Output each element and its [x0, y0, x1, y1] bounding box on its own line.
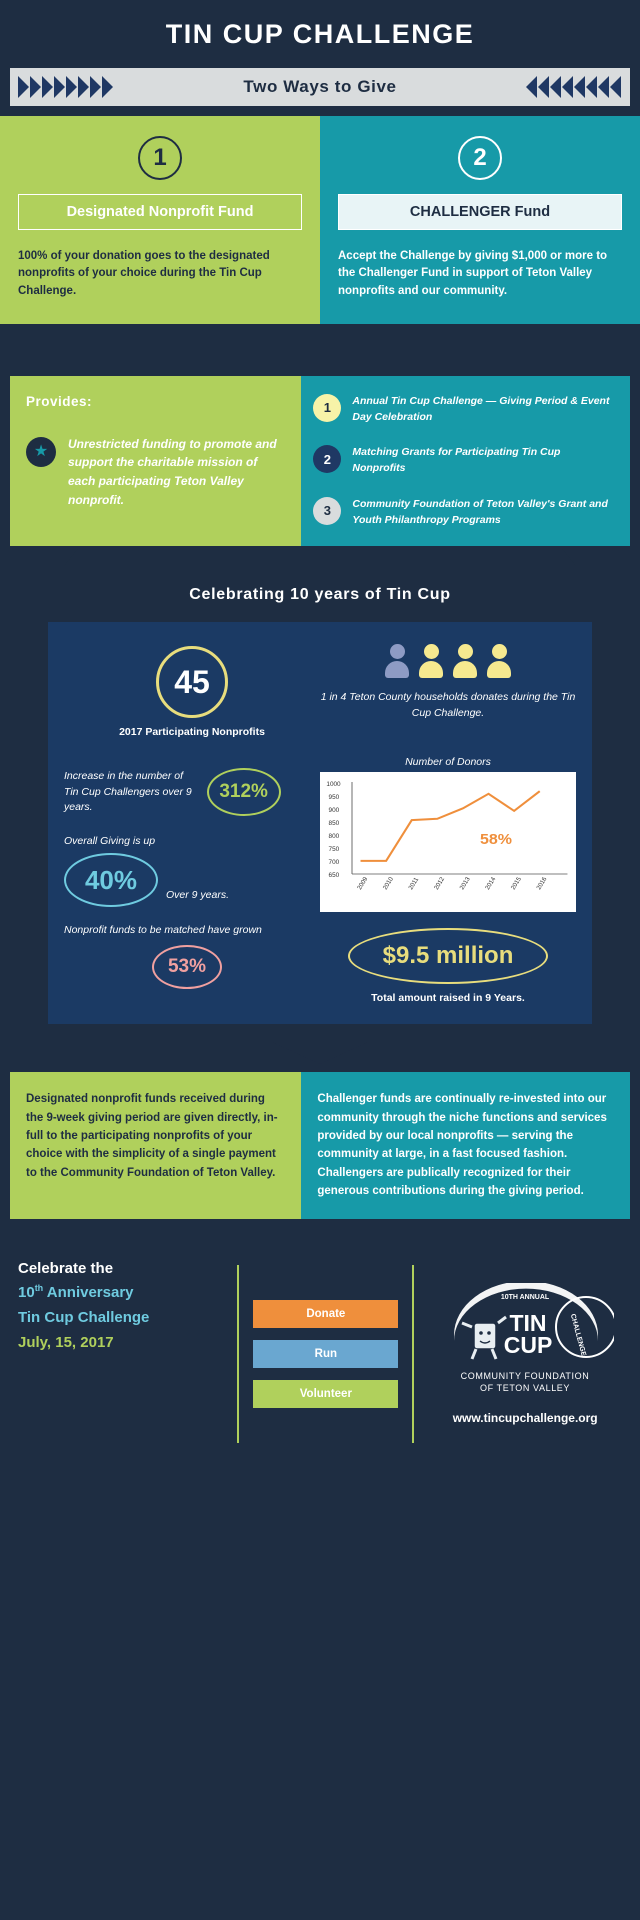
people-icon-group [320, 644, 576, 678]
svg-text:2011: 2011 [407, 876, 421, 892]
challengers-value: 312% [207, 768, 281, 816]
chevron-left-icon [526, 76, 537, 98]
footer-anniv-sup: th [34, 1283, 44, 1294]
footer-line-1: Celebrate the [18, 1259, 114, 1277]
chevron-right-icon [54, 76, 65, 98]
svg-text:2012: 2012 [432, 876, 447, 892]
provides-card [10, 376, 301, 547]
footer-divider-1 [237, 1265, 239, 1443]
designated-fund-text: Designated nonprofit funds received during the 9-week giving period are given directly, in-full to the participating nonprofits of your choice with the simplicity of a single payment to the Community Foundation of Teton Valley. [26, 1093, 278, 1179]
running-cup-icon [462, 1317, 506, 1359]
person-icon-yellow [487, 644, 511, 678]
option-1-badge: Designated Nonprofit Fund [18, 194, 302, 230]
run-button[interactable]: Run [253, 1340, 398, 1368]
footer-line-4: July, 15, 2017 [18, 1333, 114, 1351]
svg-text:2015: 2015 [509, 876, 524, 892]
option-2-badge: CHALLENGER Fund [338, 194, 622, 230]
person-icon-grey [385, 644, 409, 678]
list-item [313, 445, 614, 477]
logo-title-2: CUP [503, 1331, 553, 1358]
matched-label: Nonprofit funds to be matched have grown [64, 924, 262, 937]
chevron-right-icon [42, 76, 53, 98]
nonprofits-caption: 2017 Participating Nonprofits [119, 726, 265, 739]
header [0, 0, 640, 68]
chevron-right-icon [18, 76, 29, 98]
footer-anniv-rest: Anniversary [43, 1284, 134, 1302]
page-title: TIN CUP CHALLENGE [165, 18, 475, 49]
footer-line-3: Tin Cup Challenge [18, 1309, 150, 1327]
footer-line-2 [18, 1281, 223, 1306]
chart-title: Number of Donors [405, 756, 491, 769]
challenger-fund-explainer [301, 1072, 630, 1218]
option-1-body: 100% of your donation goes to the designated nonprofits of your choice during the Tin Cup Challenge. [18, 250, 270, 297]
nonprofits-count: 45 [156, 646, 228, 718]
total-raised-value: $9.5 million [348, 928, 548, 984]
footer-event-info [18, 1257, 223, 1451]
banner-top-shape [0, 546, 640, 566]
challengers-label: Increase in the number of Tin Cup Challengers over 9 years. [64, 770, 192, 813]
options-section [0, 116, 640, 324]
svg-text:950: 950 [328, 794, 340, 802]
svg-text:700: 700 [328, 859, 340, 867]
households-note: 1 in 4 Teton County households donates during the Tin Cup Challenge. [320, 691, 576, 719]
celebrate-banner-wrap [0, 546, 640, 622]
footer [0, 1231, 640, 1477]
star-icon: ★ [26, 437, 56, 467]
svg-text:2009: 2009 [356, 876, 370, 892]
chart-svg [320, 772, 576, 912]
chart-block [320, 752, 576, 1004]
svg-text:750: 750 [328, 846, 340, 854]
footer-actions [253, 1257, 398, 1451]
provides-section [10, 376, 630, 547]
stats-panel [48, 622, 592, 1024]
list-item [313, 394, 614, 426]
option-1-number: 1 [138, 136, 182, 180]
chevron-right-icon [30, 76, 41, 98]
svg-text:1000: 1000 [326, 781, 341, 789]
logo-title-1: TIN [509, 1309, 547, 1336]
footer-divider-2 [412, 1265, 414, 1443]
list-number: 1 [313, 394, 341, 422]
provides-text: Unrestricted funding to promote and support the charitable mission of each participating Teton Valley nonprofit. [68, 436, 277, 507]
svg-text:2016: 2016 [535, 876, 549, 892]
svg-text:2013: 2013 [458, 876, 472, 892]
matched-value: 53% [152, 945, 222, 989]
volunteer-button[interactable]: Volunteer [253, 1380, 398, 1408]
giving-stat [64, 834, 310, 907]
arrow-down-shape [0, 1024, 640, 1072]
chevron-left-icon [598, 76, 609, 98]
logo-sub-2: OF TETON VALLEY [480, 1382, 571, 1393]
svg-text:2014: 2014 [484, 876, 498, 892]
two-ways-banner [10, 68, 630, 106]
svg-text:800: 800 [328, 833, 340, 841]
chevron-right-icon [102, 76, 113, 98]
chevron-left-icon [538, 76, 549, 98]
footer-anniv-number: 10 [18, 1284, 35, 1302]
arrow-down-icon [272, 324, 368, 350]
chevron-left-icon [550, 76, 561, 98]
option-2-body: Accept the Challenge by giving $1,000 or more to the Challenger Fund in support of Teton Valley nonprofits and our community. [338, 250, 608, 297]
divider-arrow-1 [0, 324, 640, 376]
celebrate-banner: Celebrating 10 years of Tin Cup [0, 566, 640, 622]
option-1-card [0, 116, 320, 324]
svg-text:850: 850 [328, 820, 340, 828]
logo-sub-1: COMMUNITY FOUNDATION [460, 1370, 590, 1381]
option-2-number: 2 [458, 136, 502, 180]
list-number: 3 [313, 497, 341, 525]
chevrons-right-group [18, 76, 114, 98]
provides-heading: Provides: [26, 393, 93, 409]
provides-list [301, 376, 630, 547]
list-text: Annual Tin Cup Challenge — Giving Period & Event Day Celebration [352, 394, 610, 423]
footer-logo-block [428, 1257, 622, 1451]
list-text: Matching Grants for Participating Tin Cup Nonprofits [352, 446, 561, 474]
chevron-left-icon [574, 76, 585, 98]
svg-text:650: 650 [328, 872, 340, 880]
chevron-right-icon [66, 76, 77, 98]
two-ways-label: Two Ways to Give [243, 77, 397, 96]
divider-arrow-2 [0, 1024, 640, 1072]
chevron-right-icon [90, 76, 101, 98]
challengers-stat [64, 768, 310, 816]
list-item [313, 497, 614, 529]
chevron-left-icon [610, 76, 621, 98]
giving-sub: Over 9 years. [166, 889, 230, 902]
chevron-right-icon [78, 76, 89, 98]
tin-cup-logo-icon [436, 1283, 614, 1401]
chevrons-left-group [526, 76, 622, 98]
donate-button[interactable]: Donate [253, 1300, 398, 1328]
chart-callout: 58% [480, 831, 513, 849]
matched-stat [64, 923, 310, 988]
svg-text:900: 900 [328, 807, 340, 815]
person-icon-yellow [453, 644, 477, 678]
chevron-left-icon [562, 76, 573, 98]
total-raised-caption: Total amount raised in 9 Years. [371, 992, 525, 1005]
list-text: Community Foundation of Teton Valley's Grant and Youth Philanthropy Programs [352, 497, 608, 526]
chevron-left-icon [586, 76, 597, 98]
giving-value: 40% [64, 853, 158, 907]
person-icon-yellow [419, 644, 443, 678]
footer-url[interactable]: www.tincupchallenge.org [452, 1410, 598, 1425]
challenger-fund-text: Challenger funds are continually re-invested into our community through the niche functions and services provided by our local nonprofits — serving the community at large, in a fast focused fashion. Challengers are publically recognized for their generous contributions during the giving period. [317, 1093, 607, 1198]
giving-label: Overall Giving is up [64, 835, 156, 848]
list-number: 2 [313, 445, 341, 473]
option-2-card [320, 116, 640, 324]
logo-arc-text: 10TH ANNUAL [500, 1293, 550, 1301]
svg-text:2010: 2010 [381, 876, 396, 892]
logo-side-text: CHALLENGE [568, 1312, 587, 1357]
designated-fund-explainer [10, 1072, 301, 1218]
explainer-section [10, 1072, 630, 1218]
donors-line-chart [320, 772, 576, 912]
